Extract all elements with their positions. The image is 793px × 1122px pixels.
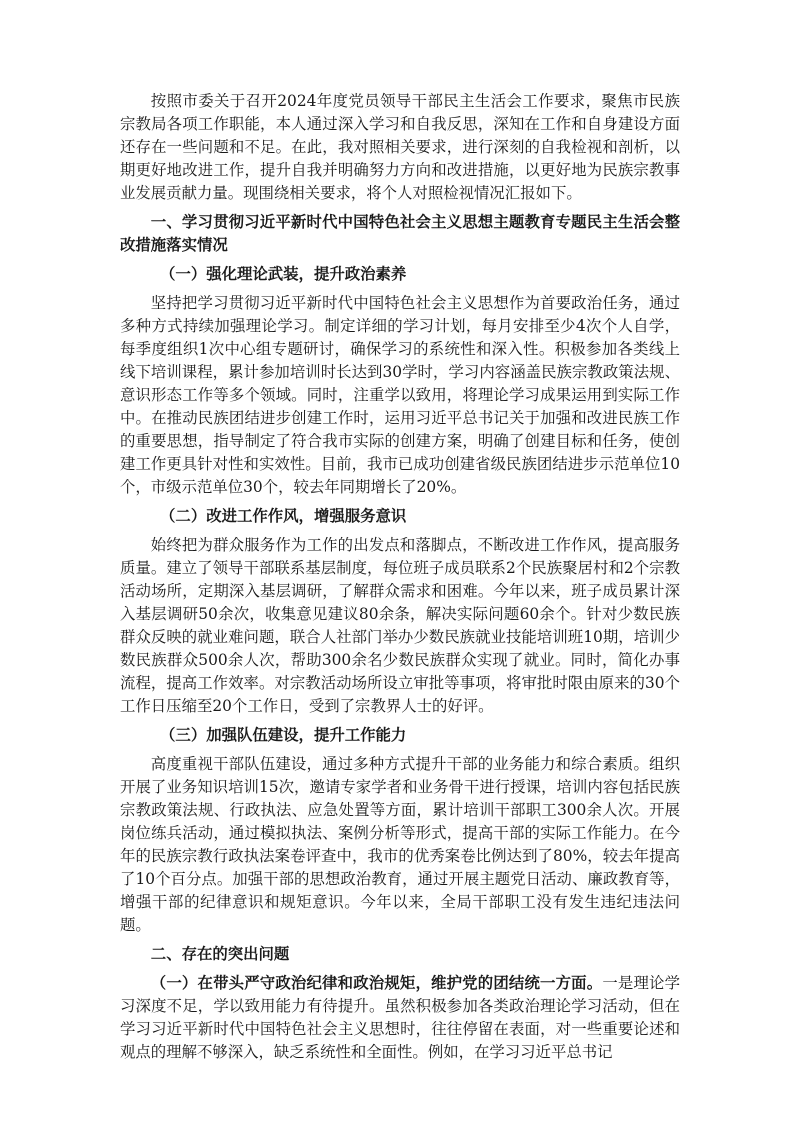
section1-sub3-body: 高度重视干部队伍建设，通过多种方式提升干部的业务能力和综合素质。组织开展了业务知识培训15次，邀请专家学者和业务骨干进行授课，培训内容包括民族宗教政策法规、行政执法、应急处置等方面，累计培训干部职工300余人次。开展岗位练兵活动，通过模拟执法、案例分析等形式，提高干部的实际工作能力。在今年的民族宗教行政执法案卷评查中，我市的优秀案卷比例达到了80%，较去年提高了10个百分点。加强干部的思想政治教育，通过开展主题党日活动、廉政教育等，增强干部的纪律意识和规矩意识。今年以来，全局干部职工没有发生违纪违法问题。 xyxy=(120,755,680,934)
section2-title: 二、存在的突出问题 xyxy=(150,945,290,963)
section2-sub1-lead: （一）在带头严守政治纪律和政治规矩，维护党的团结统一方面。 xyxy=(150,974,603,992)
section1-sub1-title: （一）强化理论武装，提升政治素养 xyxy=(160,265,407,283)
section1-sub1-body: 坚持把学习贯彻习近平新时代中国特色社会主义思想作为首要政治任务，通过多种方式持续加强理论学习。制定详细的学习计划，每月安排至少4次个人自学，每季度组织1次中心组专题研讨，确保学习的系统性和深入性。积极参加各类线上线下培训课程，累计参加培训时长达到30学时，学习内容涵盖民族宗教政策法规、意识形态工作等多个领域。同时，注重学以致用，将理论学习成果运用到实际工作中。在推动民族团结进步创建工作时，运用习近平总书记关于加强和改进民族工作的重要思想，指导制定了符合我市实际的创建方案，明确了创建目标和任务，使创建工作更具针对性和实效性。目前，我市已成功创建省级民族团结进步示范单位10个，市级示范单位30个，较去年同期增长了20%。 xyxy=(120,294,680,496)
section1-sub2-body: 始终把为群众服务作为工作的出发点和落脚点，不断改进工作作风，提高服务质量。建立了领导干部联系基层制度，每位班子成员联系2个民族聚居村和2个宗教活动场所，定期深入基层调研，了解群众需求和困难。今年以来，班子成员累计深入基层调研50余次，收集意见建议80余条，解决实际问题60余个。针对少数民族群众反映的就业难问题，联合人社部门举办少数民族就业技能培训班10期，培训少数民族群众500余人次，帮助300余名少数民族群众实现了就业。同时，简化办事流程，提高工作效率。对宗教活动场所设立审批等事项，将审批时限由原来的30个工作日压缩至20个工作日，受到了宗教界人士的好评。 xyxy=(120,536,680,715)
intro-paragraph: 按照市委关于召开2024年度党员领导干部民主生活会工作要求，聚焦市民族宗教局各项工作职能，本人通过深入学习和自我反思，深知在工作和自身建设方面还存在一些问题和不足。在此，我对照相关要求，进行深刻的自我检视和剖析，以期更好地改进工作，提升自我并明确努力方向和改进措施，以更好地为民族宗教事业发展贡献力量。现围绕相关要求，将个人对照检视情况汇报如下。 xyxy=(120,92,680,202)
document-page xyxy=(120,90,680,1064)
section2-sub1-body: 一是理论学习深度不足，学以致用能力有待提升。虽然积极参加各类政治理论学习活动，但在学习习近平新时代中国特色社会主义思想时，往往停留在表面，对一些重要论述和观点的理解不够深入，缺乏系统性和全面性。例如，在学习习近平总书记 xyxy=(120,974,680,1061)
section1-sub3-title: （三）加强队伍建设，提升工作能力 xyxy=(160,726,407,744)
section2-sub1-paragraph xyxy=(120,972,680,1064)
section1-title: 一、学习贯彻习近平新时代中国特色社会主义思想主题教育专题民主生活会整改措施落实情况 xyxy=(120,213,680,254)
section1-sub2-title: （二）改进工作作风，增强服务意识 xyxy=(160,507,407,525)
